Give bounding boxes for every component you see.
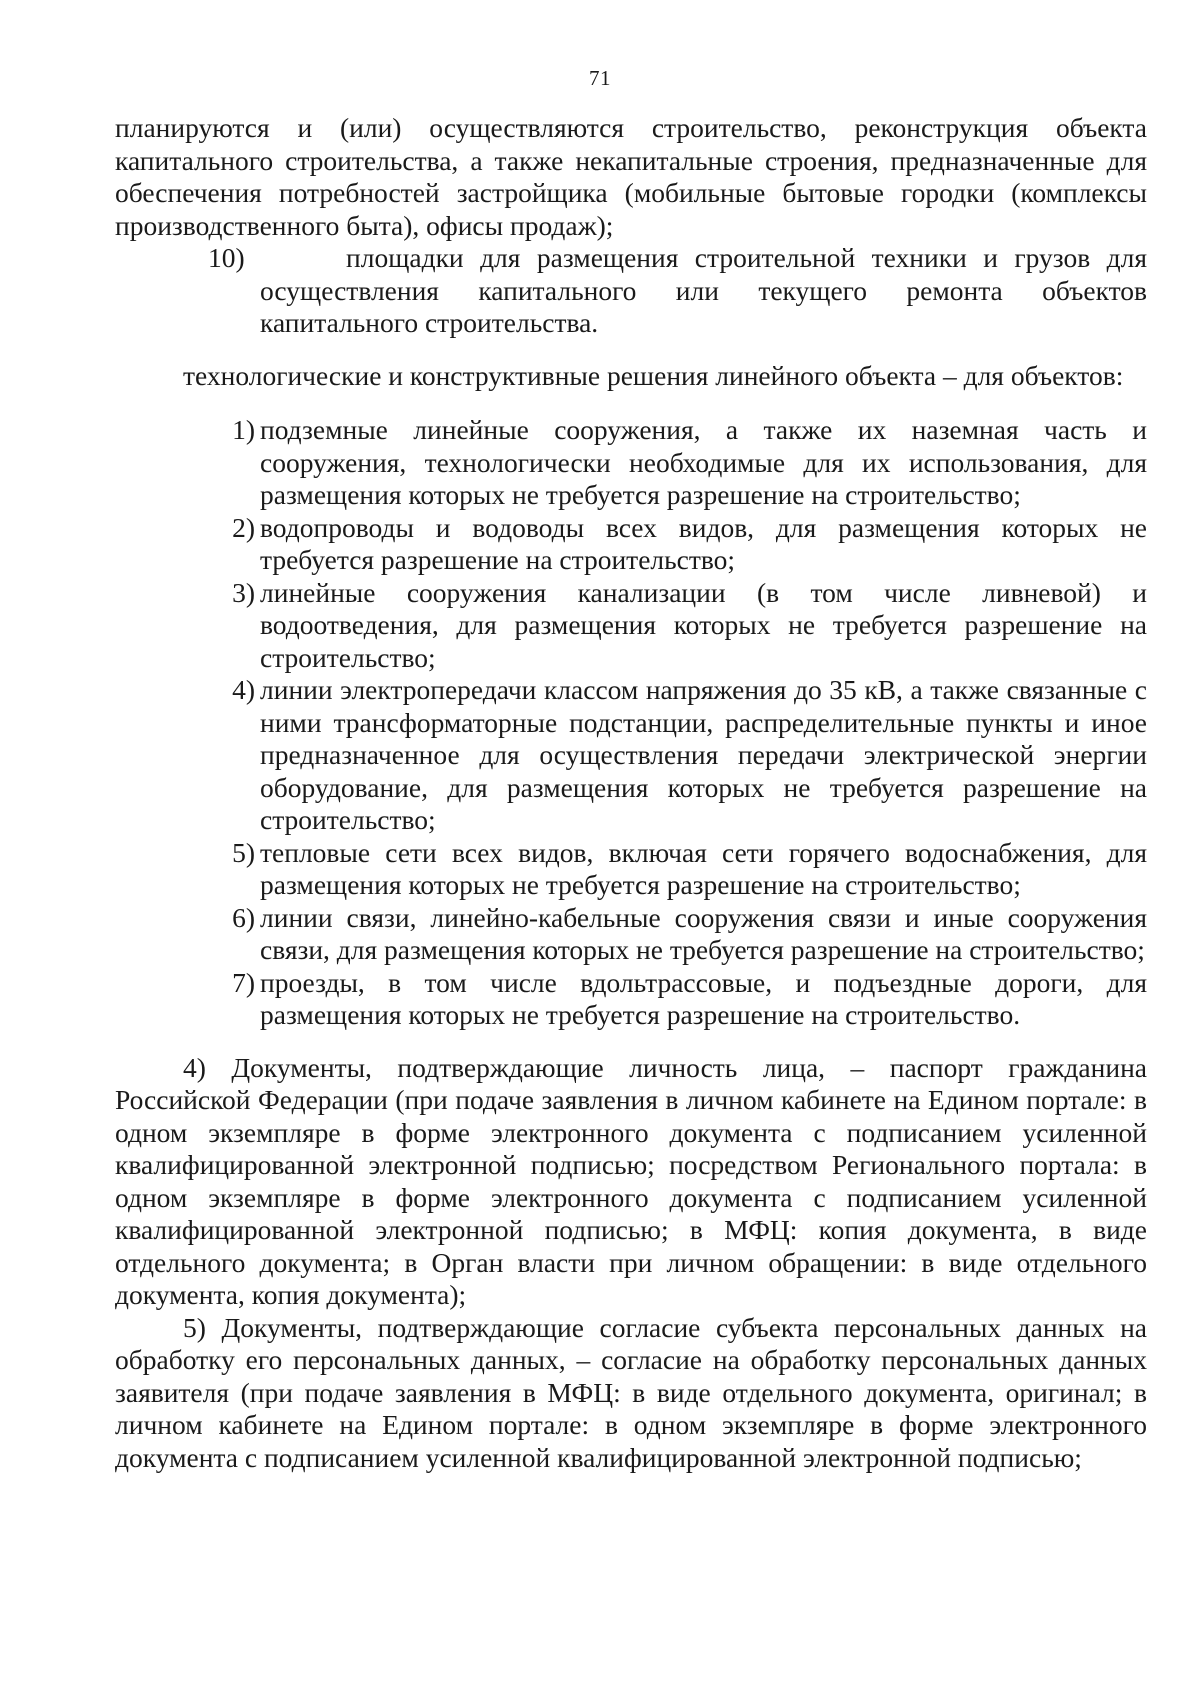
list-item-number: 10) bbox=[208, 242, 245, 273]
list-item bbox=[232, 576, 1147, 675]
list-item bbox=[232, 511, 1147, 577]
list-item bbox=[232, 901, 1147, 967]
list-item-text: линии связи, линейно-кабельные сооружения связи и иные сооружения связи, для размещения которых не требуется разрешение на строительство; bbox=[260, 901, 1147, 965]
list-item-number: 2) bbox=[232, 511, 255, 543]
list-item-number: 6) bbox=[232, 901, 255, 933]
list-item-text: проезды, в том числе вдольтрассовые, и подъездные дороги, для размещения которых не требуется разрешение на строительство. bbox=[260, 966, 1147, 1030]
list-item-number: 7) bbox=[232, 966, 255, 998]
list-item bbox=[232, 836, 1147, 902]
list-item-text: линейные сооружения канализации (в том числе ливневой) и водоотведения, для размещения которых не требуется разрешение на строительство; bbox=[260, 576, 1147, 673]
list-item-number: 4) bbox=[232, 674, 255, 705]
page-number: 71 bbox=[589, 66, 611, 90]
list-item-number: 5) bbox=[232, 836, 255, 868]
continuation-text: планируются и (или) осуществляются строительство, реконструкция объекта капитального строительства, а также некапитальные строения, предназначенные для обеспечения потребностей застройщика (мобильные бытовые городки (комплексы производственного быта), офисы продаж); bbox=[115, 112, 1147, 241]
list-item-text: тепловые сети всех видов, включая сети горячего водоснабжения, для размещения которых не требуется разрешение на строительство; bbox=[260, 836, 1147, 900]
structures-list bbox=[115, 414, 1147, 1032]
list-item-number: 3) bbox=[232, 576, 255, 608]
section-heading: технологические и конструктивные решения линейного объекта – для объектов: bbox=[183, 359, 1124, 391]
list-item-number: 1) bbox=[232, 414, 255, 445]
list-item bbox=[208, 242, 1147, 340]
list-item-text: линии электропередачи классом напряжения до 35 кВ, а также связанные с ними трансформаторные подстанции, распределительные пункты и иное предназначенное для осуществления передачи электрической энергии оборудование, для размещения которых не требуется разрешение на строительство; bbox=[260, 674, 1147, 835]
paragraph-personal-data-consent: 5) Документы, подтверждающие согласие субъекта персональных данных на обработку его персональных данных, – согласие на обработку персональных данных заявителя (при подаче заявления в МФЦ: в виде отдельного документа, оригинал; в личном кабинете на Едином портале: в одном экземпляре в форме электронного документа с подписанием усиленной квалифицированной электронной подписью; bbox=[115, 1311, 1147, 1473]
list-item-text: площадки для размещения строительной техники и грузов для осуществления капитального или текущего ремонта объектов капитального строительства. bbox=[260, 242, 1147, 338]
list-item bbox=[232, 966, 1147, 1032]
document-body bbox=[115, 112, 1147, 1474]
list-item-text: подземные линейные сооружения, а также их наземная часть и сооружения, технологически необходимые для их использования, для размещения которых не требуется разрешение на строительство; bbox=[260, 414, 1147, 510]
list-item bbox=[232, 674, 1147, 837]
list-item bbox=[232, 414, 1147, 512]
paragraph-identity-documents: 4) Документы, подтверждающие личность лица, – паспорт гражданина Российской Федерации (при подаче заявления в личном кабинете на Едином портале: в одном экземпляре в форме электронного документа с подписанием усиленной квалифицированной электронной подписью; посредством Регионального портала: в одном экземпляре в форме электронного документа с подписанием усиленной квалифицированной электронной подписью; в МФЦ: копия документа, в виде отдельного документа; в Орган власти при личном обращении: в виде отдельного документа, копия документа); bbox=[115, 1051, 1147, 1310]
list-item-text: водопроводы и водоводы всех видов, для размещения которых не требуется разрешение на строительство; bbox=[260, 511, 1147, 575]
